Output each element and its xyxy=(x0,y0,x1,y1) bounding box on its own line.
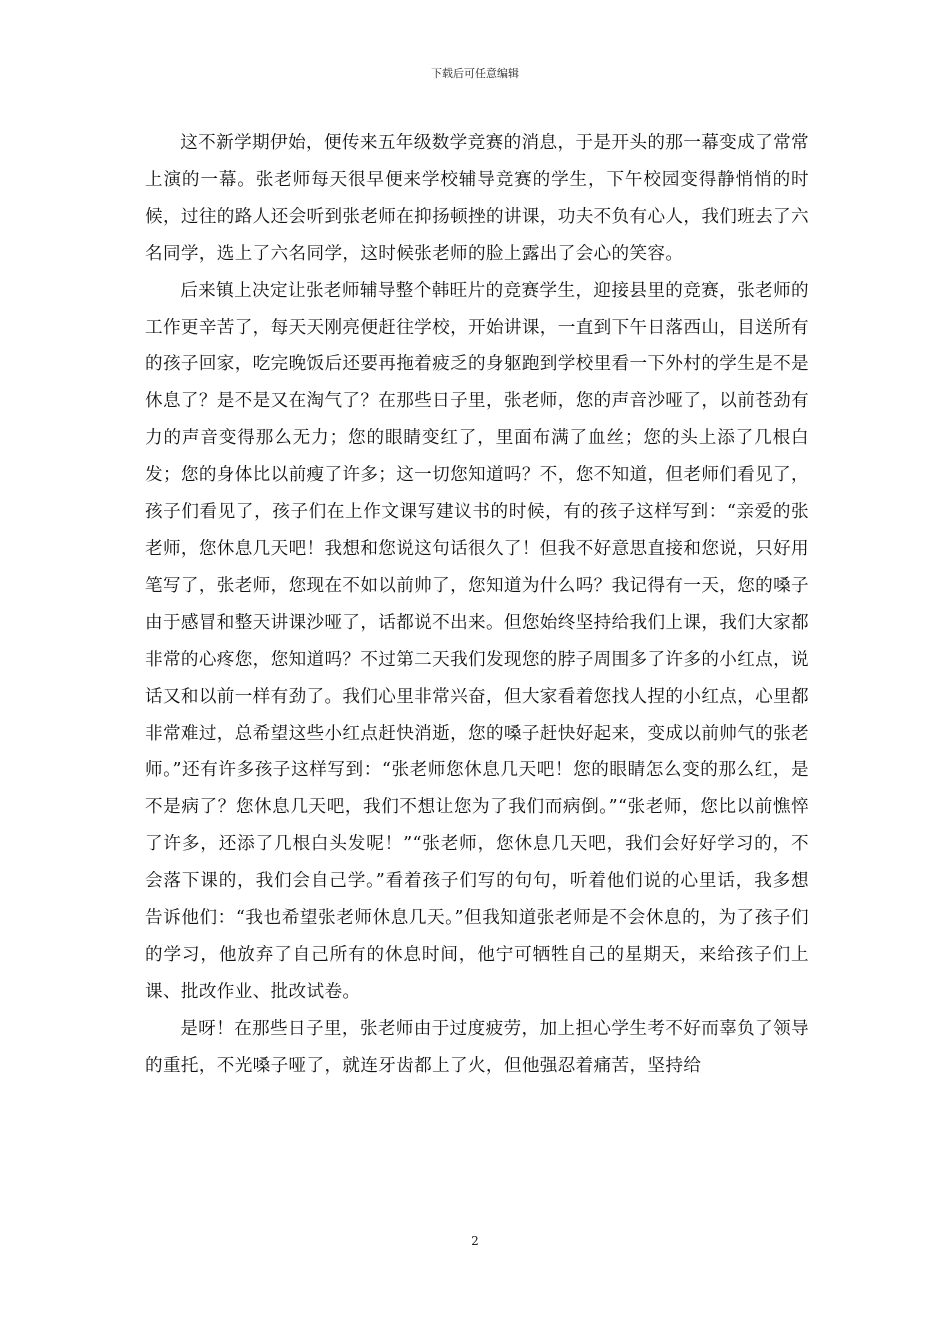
paragraph: 后来镇上决定让张老师辅导整个韩旺片的竞赛学生，迎接县里的竞赛，张老师的工作更辛苦了，每天天刚亮便赶往学校，开始讲课，一直到下午日落西山，目送所有的孩子回家，吃完晚饭后还要再拖着疲乏的身躯跑到学校里看一下外村的学生是不是休息了？是不是又在淘气了？在那些日子里，张老师，您的声音沙哑了，以前苍劲有力的声音变得那么无力；您的眼睛变红了，里面布满了血丝；您的头上添了几根白发；您的身体比以前瘦了许多；这一切您知道吗？不，您不知道，但老师们看见了，孩子们看见了，孩子们在上作文课写建议书的时候，有的孩子这样写到：“亲爱的张老师，您休息几天吧！我想和您说这句话很久了！但我不好意思直接和您说，只好用笔写了，张老师，您现在不如以前帅了，您知道为什么吗？我记得有一天，您的嗓子由于感冒和整天讲课沙哑了，话都说不出来。但您始终坚持给我们上课，我们大家都非常的心疼您，您知道吗？不过第二天我们发现您的脖子周围多了许多的小红点，说话又和以前一样有劲了。我们心里非常兴奋，但大家看着您找人捏的小红点，心里都非常难过，总希望这些小红点赶快消逝，您的嗓子赶快好起来，变成以前帅气的张老师。”还有许多孩子这样写到：“张老师您休息几天吧！您的眼睛怎么变的那么红，是不是病了？您休息几天吧，我们不想让您为了我们而病倒。”“张老师，您比以前憔悴了许多，还添了几根白头发呢！”“张老师，您休息几天吧，我们会好好学习的，不会落下课的，我们会自己学。”看着孩子们写的句句，听着他们说的心里话，我多想告诉他们：“我也希望张老师休息几天。”但我知道张老师是不会休息的，为了孩子们的学习，他放弃了自己所有的休息时间，他宁可牺牲自己的星期天，来给孩子们上课、批改作业、批改试卷。 xyxy=(145,280,809,1002)
page-number: 2 xyxy=(471,1234,479,1248)
page-header: 下载后可任意编辑 xyxy=(431,67,519,80)
body-text xyxy=(145,125,809,1085)
paragraph: 这不新学期伊始，便传来五年级数学竞赛的消息，于是开头的那一幕变成了常常上演的一幕。张老师每天很早便来学校辅导竞赛的学生，下午校园变得静悄悄的时候，过往的路人还会听到张老师在抑扬顿挫的讲课，功夫不负有心人，我们班去了六名同学，选上了六名同学，这时候张老师的脸上露出了会心的笑容。 xyxy=(145,133,809,264)
paragraph: 是呀！在那些日子里，张老师由于过度疲劳，加上担心学生考不好而辜负了领导的重托，不光嗓子哑了，就连牙齿都上了火，但他强忍着痛苦，坚持给 xyxy=(145,1018,809,1076)
